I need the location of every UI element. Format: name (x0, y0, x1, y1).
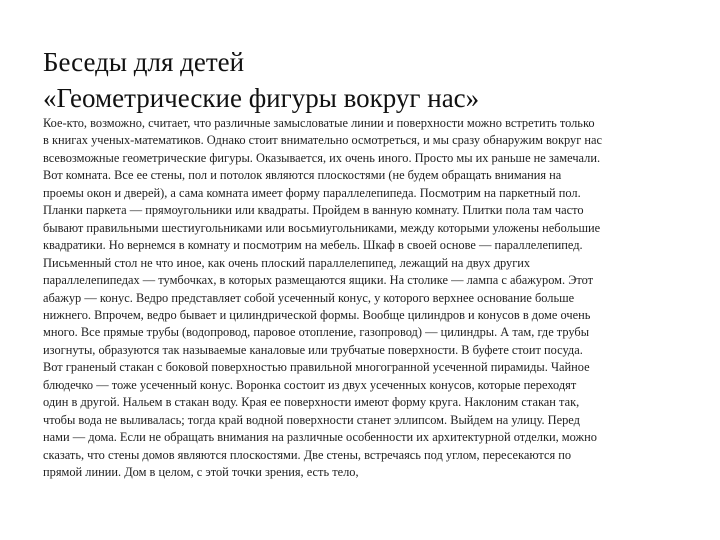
body-line: много. Все прямые трубы (водопровод, паровое отопление, газопровод) — цилиндры. А там, где трубы (43, 325, 590, 340)
body-line: квадратики. Но вернемся в комнату и посмотрим на мебель. Шкаф в своей основе — параллелепипед. (43, 238, 583, 253)
title-line-1: Беседы для детей (43, 47, 245, 77)
body-line: один в другой. Нальем в стакан воду. Края ее поверхности имеют форму круга. Наклоним стакан так, (43, 395, 580, 410)
body-line: блюдечко — тоже усеченный конус. Воронка состоит из двух усеченных конусов, которые переходят (43, 377, 577, 392)
body-line: Планки паркета — прямоугольники или квадраты. Пройдем в ванную комнату. Плитки пола там часто (43, 203, 584, 218)
body-line: в книгах ученых-математиков. Однако стоит внимательно осмотреться, и мы сразу обнаружим вокруг нас (43, 133, 603, 148)
body-line: изогнуты, образуются так называемые каналовые или трубчатые поверхности. В буфете стоит посуда. (43, 342, 583, 357)
body-text (43, 115, 683, 482)
body-line: сказать, что стены домов являются плоскостями. Две стены, встречаясь под углом, пересекаются по (43, 447, 572, 462)
body-line: проемы окон и дверей), а сама комната имеет форму параллелепипеда. Посмотрим на паркетный пол. (43, 185, 581, 200)
body-line: всевозможные геометрические фигуры. Оказывается, их очень иного. Просто мы их раньше не замечали. (43, 150, 601, 165)
body-line: абажур — конус. Ведро представляет собой усеченный конус, у которого верхнее основание больше (43, 290, 575, 305)
body-line: прямой линии. Дом в целом, с этой точки зрения, есть тело, (43, 465, 359, 480)
body-line: нижнего. Впрочем, ведро бывает и цилиндрической формы. Вообще цилиндров и конусов в доме очень (43, 307, 591, 322)
body-line: Вот комната. Все ее стены, пол и потолок являются плоскостями (не будем обращать внимания на (43, 168, 562, 183)
title-line-2: «Геометрические фигуры вокруг нас» (43, 83, 480, 113)
body-line: Письменный стол не что иное, как очень плоский параллелепипед, лежащий на двух других (43, 255, 531, 270)
body-line: Кое-кто, возможно, считает, что различные замысловатые линии и поверхности можно встретить только (43, 116, 595, 130)
body-line: Вот граненый стакан с боковой поверхностью правильной многогранной усеченной пирамиды. Чайное (43, 360, 590, 375)
body-line: параллелепипедах — тумбочках, в которых размещаются ящики. На столике — лампа с абажуром. Этот (43, 273, 594, 288)
slide-title (43, 44, 693, 116)
body-line: бывают правильными шестиугольниками или восьмиугольниками, между которыми уложены небольшие (43, 220, 601, 235)
body-line: чтобы вода не выливалась; тогда край водной поверхности станет эллипсом. Выйдем на улицу. Перед (43, 412, 580, 427)
body-line: нами — дома. Если не обращать внимания на различные особенности их архитектурной отделки, можно (43, 430, 597, 445)
